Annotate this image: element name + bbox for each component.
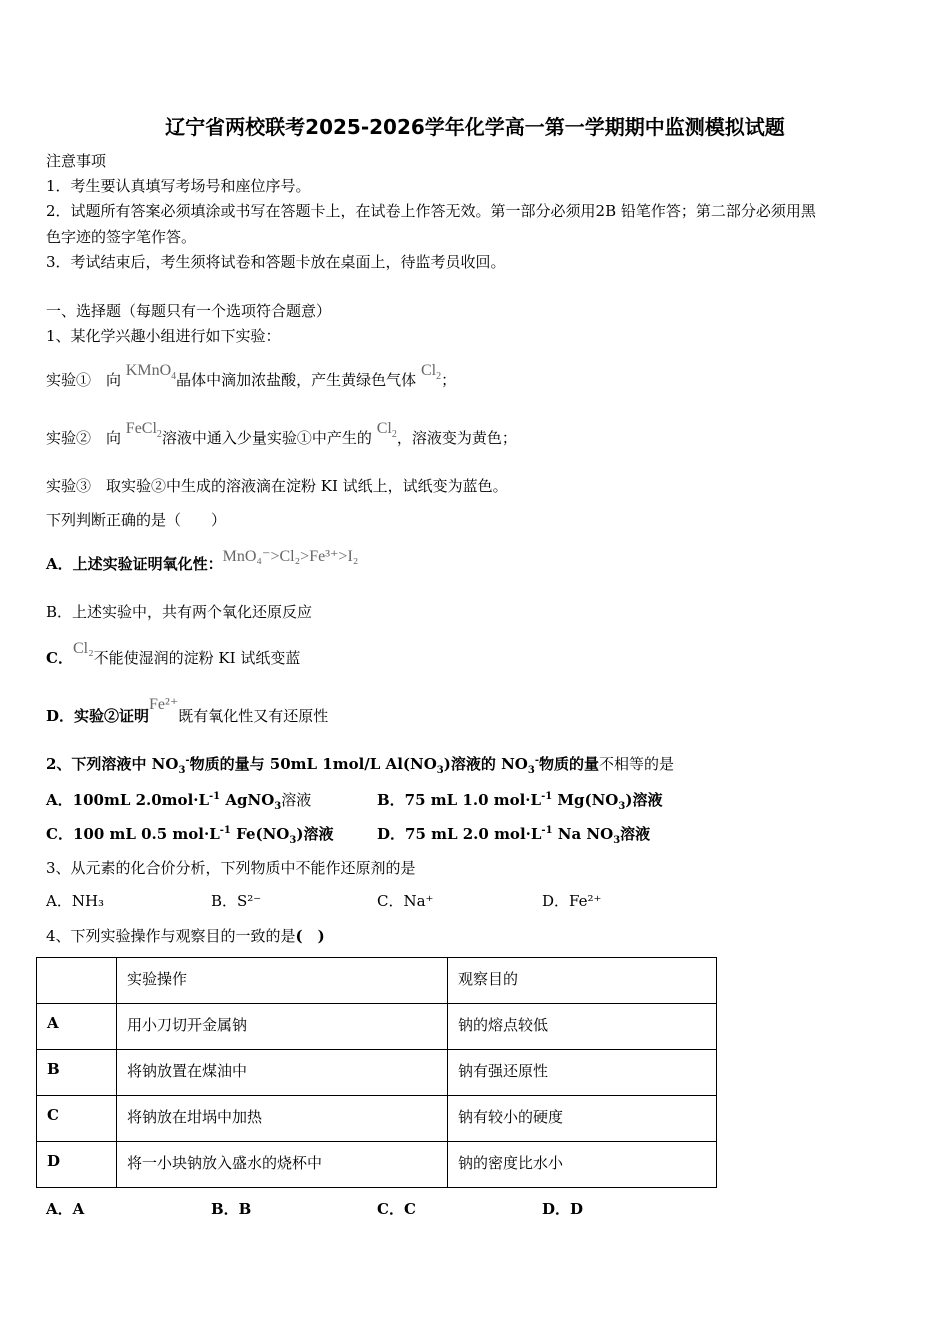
table-row: [37, 1142, 717, 1188]
table-header-row: [37, 958, 717, 1004]
q1-exp1-label: 实验① 向: [46, 371, 122, 389]
table-row: [37, 1096, 717, 1142]
q4-stem: 4、下列实验操作与观察目的一致的是( ): [46, 927, 325, 945]
q1-stem: 1、某化学兴趣小组进行如下实验：: [46, 327, 281, 345]
q3-option-d: D．Fe²⁺: [542, 892, 602, 910]
table-cell: D: [37, 1142, 117, 1188]
table-cell: B: [37, 1050, 117, 1096]
q1-option-d: D．实验②证明Fe²⁺既有氧化性又有还原性: [46, 696, 329, 725]
q2-option-b: B．75 mL 1.0 $mol\cdot L^{-1}$ $Mg(NO_3)$溶液: [377, 791, 663, 812]
notice-item-3: 3．考试结束后，考生须将试卷和答题卡放在桌面上，待监考员收回。: [46, 253, 506, 271]
table-cell: A: [37, 1004, 117, 1050]
table-header-cell: 实验操作: [117, 958, 448, 1004]
q1-exp2-label: 实验② 向: [46, 429, 122, 447]
q4-option-d: D．D: [542, 1200, 584, 1218]
q2-option-c: C．100 mL 0.5 $mol\cdot L^{-1}$ $Fe(NO_3)$溶液: [46, 825, 334, 846]
table-cell: 钠有较小的硬度: [448, 1096, 717, 1142]
table-row: [37, 1050, 717, 1096]
q3-option-a: A．NH₃: [46, 892, 105, 910]
section-heading: 一、选择题（每题只有一个选项符合题意）: [46, 302, 332, 320]
table-cell: 用小刀切开金属钠: [117, 1004, 448, 1050]
table-cell: 将钠放在坩埚中加热: [117, 1096, 448, 1142]
q1-exp3: 实验③ 取实验②中生成的溶液滴在淀粉 KI 试纸上，试纸变为蓝色。: [46, 477, 508, 495]
table-row: [37, 1004, 717, 1050]
table-cell: 将一小块钠放入盛水的烧杯中: [117, 1142, 448, 1188]
q3-stem: 3、从元素的化合价分析，下列物质中不能作还原剂的是: [46, 859, 416, 877]
q2-option-a: A．100mL $2.0mol\cdot L^{-1}$ AgNO$_3$溶液: [46, 791, 312, 812]
q1-ask: 下列判断正确的是（ ）: [46, 511, 227, 529]
table-cell: 将钠放置在煤油中: [117, 1050, 448, 1096]
table-cell: 钠的熔点较低: [448, 1004, 717, 1050]
q4-option-c: C．C: [377, 1200, 416, 1218]
notice-heading: 注意事项: [46, 152, 107, 170]
q2-option-d: D．75 mL 2.0 $mol\cdot L^{-1}$ Na $NO_3$溶液: [377, 825, 651, 846]
q1-option-a: A．上述实验证明氧化性：MnO₄⁻>Cl₂>Fe³⁺>I₂: [46, 548, 359, 573]
notice-item-2-cont: 色字迹的签字笔作答。: [46, 228, 197, 246]
table-cell: 钠的密度比水小: [448, 1142, 717, 1188]
q4-table: [36, 957, 717, 1188]
notice-item-2: 2．试题所有答案必须填涂或书写在答题卡上，在试卷上作答无效。第一部分必须用2B 铅笔作答；第二部分必须用黑: [46, 202, 816, 220]
table-cell: C: [37, 1096, 117, 1142]
q3-option-b: B．S²⁻: [211, 892, 262, 910]
q1-exp2: 实验② 向 FeCl$_2$溶液中通入少量实验①中产生的 $Cl_2$，溶液变为黄色；: [46, 420, 517, 447]
q3-option-c: C．Na⁺: [377, 892, 434, 910]
q1-option-b: B．上述实验中，共有两个氧化还原反应: [46, 603, 313, 621]
q2-stem: 2、下列溶液中 $NO_3^-$物质的量与 50mL 1mol/L $Al(NO_3)$溶液的 $NO_3^-$物质的量不相等的是: [46, 755, 675, 776]
notice-item-1: 1．考生要认真填写考场号和座位序号。: [46, 177, 311, 195]
table-cell: 钠有强还原性: [448, 1050, 717, 1096]
q1-exp1: 实验① 向 KMnO$_4$晶体中滴加浓盐酸，产生黄绿色气体 $Cl_2$；: [46, 362, 457, 389]
table-header-cell: 观察目的: [448, 958, 717, 1004]
page-title: 辽宁省两校联考2025-2026学年化学高一第一学期期中监测模拟试题: [165, 115, 785, 139]
q4-option-a: A．A: [46, 1200, 85, 1218]
q1-option-c: C．Cl₂不能使湿润的淀粉 KI 试纸变蓝: [46, 640, 301, 667]
q4-option-b: B．B: [211, 1200, 252, 1218]
table-header-cell: [37, 958, 117, 1004]
